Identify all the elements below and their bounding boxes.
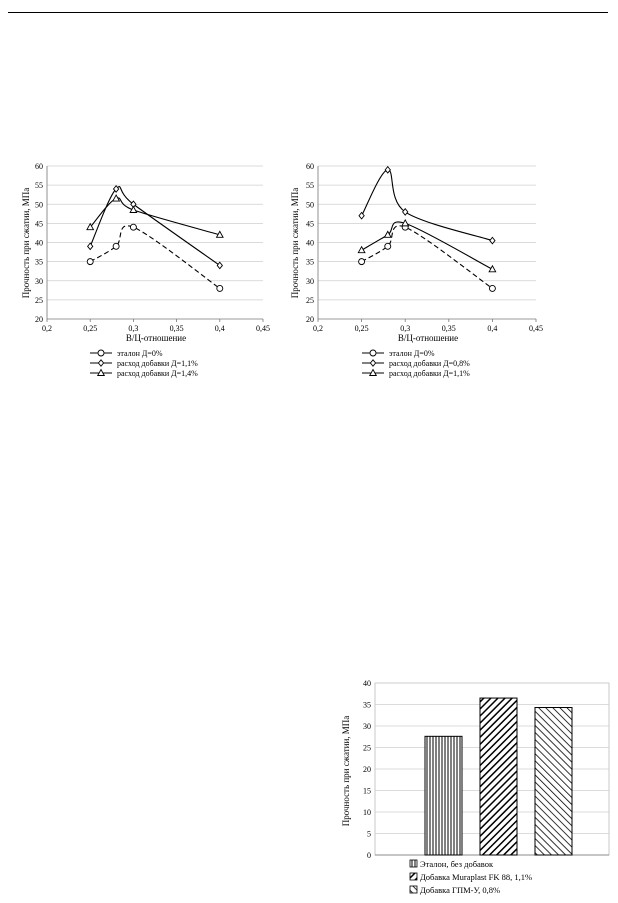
x-tick-label: 0,3: [400, 324, 411, 333]
y-tick-label: 30: [306, 276, 314, 286]
legend-label: Добавка Muraplast FK 88, 1,1%: [420, 872, 533, 882]
y-tick-label: 15: [363, 786, 371, 796]
y-tick-label: 40: [306, 238, 314, 248]
y-axis-label: Прочность при сжатии, МПа: [21, 187, 31, 299]
legend-entry: [90, 369, 198, 378]
y-tick-label: 40: [35, 238, 43, 248]
legend: [362, 349, 470, 378]
x-tick-label: 0,45: [256, 324, 270, 333]
data-point: [489, 285, 495, 291]
legend-entry: [410, 859, 494, 869]
data-point: [88, 243, 93, 249]
legend-label: Добавка ГПМ-У, 0,8%: [420, 885, 501, 895]
legend-label: Эталон, без добавок: [420, 859, 494, 869]
bar-1: [425, 736, 462, 855]
line-chart-left: [21, 162, 270, 378]
x-tick-label: 0,4: [214, 324, 225, 333]
x-tick-label: 0,3: [128, 324, 139, 333]
x-tick-label: 0,2: [313, 324, 323, 333]
series-line-2: [90, 187, 220, 266]
legend-label: расход добавки Д=0,8%: [389, 359, 470, 368]
data-point: [403, 209, 408, 215]
legend-marker: [370, 350, 376, 356]
legend-marker: [98, 360, 103, 366]
legend-entry: [362, 369, 470, 378]
y-tick-label: 35: [306, 257, 314, 267]
legend-entry: [410, 872, 532, 882]
data-point: [385, 243, 391, 249]
legend-entry: [90, 349, 163, 358]
x-tick-label: 0,4: [487, 324, 498, 333]
y-tick-label: 5: [367, 829, 371, 839]
x-tick-label: 0,25: [83, 324, 98, 333]
series-line-3: [362, 222, 493, 269]
legend: [410, 859, 532, 895]
data-point: [489, 266, 496, 272]
bar-chart: [341, 679, 609, 895]
x-tick-label: 0,35: [169, 324, 184, 333]
y-tick-label: 55: [35, 181, 43, 191]
data-point: [217, 285, 223, 291]
data-point: [358, 247, 365, 253]
x-axis-label: В/Ц-отношение: [397, 333, 459, 343]
y-tick-label: 45: [306, 219, 314, 229]
y-tick-label: 25: [35, 295, 43, 305]
legend-label: расход добавки Д=1,4%: [117, 369, 198, 378]
y-tick-label: 35: [363, 700, 371, 710]
x-tick-label: 0,25: [354, 324, 369, 333]
line-chart-right: [290, 162, 543, 378]
y-tick-label: 10: [363, 808, 371, 817]
x-tick-label: 0,35: [441, 324, 456, 333]
series-line-2: [362, 170, 493, 241]
y-tick-label: 20: [306, 315, 314, 324]
y-tick-label: 20: [35, 315, 43, 324]
legend-label: эталон Д=0%: [117, 349, 163, 358]
y-tick-label: 30: [35, 276, 43, 286]
y-tick-label: 50: [306, 200, 314, 210]
legend-swatch: [410, 860, 417, 867]
series-line-3: [90, 198, 220, 235]
y-axis-label: Прочность при сжатии, МПа: [290, 187, 300, 299]
legend-entry: [362, 359, 470, 368]
y-tick-label: 20: [363, 765, 371, 774]
data-point: [217, 262, 222, 268]
x-axis-label: В/Ц-отношение: [125, 333, 187, 343]
y-tick-label: 35: [35, 257, 43, 267]
y-tick-label: 25: [363, 743, 371, 753]
legend-swatch: [410, 873, 417, 880]
legend: [90, 349, 198, 378]
y-tick-label: 50: [35, 200, 43, 210]
y-tick-label: 60: [306, 162, 314, 171]
y-tick-label: 25: [306, 295, 314, 305]
y-tick-label: 30: [363, 722, 371, 731]
data-point: [130, 224, 136, 230]
legend-swatch: [410, 886, 417, 893]
data-point: [87, 259, 93, 265]
legend-label: эталон Д=0%: [389, 349, 435, 358]
x-tick-label: 0,2: [42, 324, 52, 333]
legend-label: расход добавки Д=1,1%: [389, 369, 470, 378]
y-tick-label: 40: [363, 679, 371, 688]
legend-marker: [370, 360, 375, 366]
legend-marker: [98, 350, 104, 356]
bar-3: [535, 708, 572, 855]
legend-entry: [410, 885, 500, 895]
data-point: [359, 213, 364, 219]
legend-entry: [362, 349, 435, 358]
series-line-1: [90, 226, 220, 289]
y-tick-label: 60: [35, 162, 43, 171]
y-tick-label: 55: [306, 181, 314, 191]
y-tick-label: 45: [35, 219, 43, 229]
data-point: [113, 243, 119, 249]
y-axis-label: Прочность при сжатии, МПа: [341, 715, 351, 827]
legend-entry: [90, 359, 198, 368]
x-tick-label: 0,45: [529, 324, 543, 333]
legend-label: расход добавки Д=1,1%: [117, 359, 198, 368]
y-tick-label: 0: [367, 851, 371, 860]
bar-2: [480, 698, 517, 855]
data-point: [359, 259, 365, 265]
